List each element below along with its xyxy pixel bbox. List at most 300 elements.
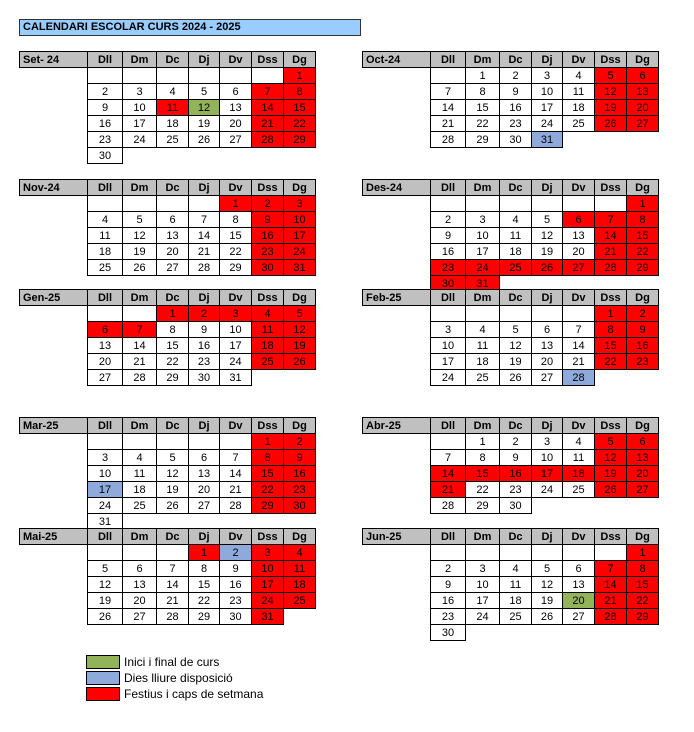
day-cell: 13 bbox=[220, 100, 252, 116]
day-cell: 16 bbox=[220, 577, 252, 593]
empty-slot bbox=[284, 370, 316, 386]
day-cell: 1 bbox=[466, 68, 500, 84]
weekday-header: Dll bbox=[431, 418, 466, 434]
day-cell: 7 bbox=[431, 84, 466, 100]
day-cell: 31 bbox=[252, 609, 284, 625]
weekday-header: Dm bbox=[466, 418, 500, 434]
week-row bbox=[363, 100, 659, 116]
day-cell: 30 bbox=[500, 498, 532, 514]
day-cell: 17 bbox=[88, 482, 123, 498]
row-spacer bbox=[20, 482, 88, 498]
day-cell: 5 bbox=[157, 450, 189, 466]
empty-slot bbox=[252, 148, 284, 164]
weekday-header: Dg bbox=[627, 180, 659, 196]
day-cell: 31 bbox=[466, 276, 500, 292]
day-cell: 28 bbox=[595, 260, 627, 276]
week-row bbox=[363, 132, 659, 148]
month-calendar bbox=[19, 289, 316, 386]
legend-swatch-holidays bbox=[86, 687, 120, 701]
day-cell: 15 bbox=[284, 100, 316, 116]
day-cell: 27 bbox=[532, 370, 563, 386]
week-row bbox=[20, 322, 316, 338]
weekday-header: Dll bbox=[88, 290, 123, 306]
day-cell: 26 bbox=[595, 482, 627, 498]
week-row bbox=[20, 434, 316, 450]
empty-day-cell bbox=[88, 545, 123, 561]
day-cell: 29 bbox=[189, 609, 220, 625]
day-cell: 20 bbox=[189, 482, 220, 498]
day-cell: 9 bbox=[431, 228, 466, 244]
week-row bbox=[20, 354, 316, 370]
weekday-header: Dll bbox=[88, 418, 123, 434]
month-calendar bbox=[362, 417, 659, 514]
day-cell: 16 bbox=[500, 100, 532, 116]
row-spacer bbox=[20, 68, 88, 84]
day-cell: 28 bbox=[595, 609, 627, 625]
day-cell: 29 bbox=[627, 609, 659, 625]
week-row bbox=[363, 434, 659, 450]
day-cell: 3 bbox=[252, 545, 284, 561]
legend-swatch-free-days bbox=[86, 671, 120, 685]
empty-day-cell bbox=[88, 68, 123, 84]
day-cell: 13 bbox=[563, 228, 595, 244]
row-spacer bbox=[363, 338, 431, 354]
day-cell: 17 bbox=[532, 100, 563, 116]
day-cell: 13 bbox=[532, 338, 563, 354]
day-cell: 21 bbox=[595, 244, 627, 260]
empty-day-cell bbox=[123, 68, 157, 84]
day-cell: 2 bbox=[500, 68, 532, 84]
week-row bbox=[20, 212, 316, 228]
day-cell: 20 bbox=[627, 100, 659, 116]
day-cell: 30 bbox=[189, 370, 220, 386]
day-cell: 26 bbox=[189, 132, 220, 148]
day-cell: 7 bbox=[220, 450, 252, 466]
weekday-header: Dm bbox=[123, 52, 157, 68]
empty-day-cell bbox=[500, 306, 532, 322]
week-row bbox=[363, 196, 659, 212]
empty-day-cell bbox=[252, 68, 284, 84]
empty-slot bbox=[466, 625, 500, 641]
day-cell: 29 bbox=[466, 498, 500, 514]
row-spacer bbox=[20, 322, 88, 338]
week-row bbox=[363, 306, 659, 322]
day-cell: 7 bbox=[563, 322, 595, 338]
day-cell: 26 bbox=[88, 609, 123, 625]
day-cell: 17 bbox=[284, 228, 316, 244]
day-cell: 21 bbox=[563, 354, 595, 370]
day-cell: 2 bbox=[431, 212, 466, 228]
week-row bbox=[20, 196, 316, 212]
day-cell: 16 bbox=[284, 466, 316, 482]
day-cell: 2 bbox=[627, 306, 659, 322]
day-cell: 22 bbox=[627, 244, 659, 260]
day-cell: 30 bbox=[431, 625, 466, 641]
day-cell: 13 bbox=[627, 84, 659, 100]
empty-day-cell bbox=[595, 545, 627, 561]
weekday-header: Dss bbox=[252, 418, 284, 434]
day-cell: 5 bbox=[532, 212, 563, 228]
day-cell: 13 bbox=[563, 577, 595, 593]
row-spacer bbox=[363, 100, 431, 116]
day-cell: 4 bbox=[88, 212, 123, 228]
row-spacer bbox=[363, 228, 431, 244]
row-spacer bbox=[20, 498, 88, 514]
empty-slot bbox=[284, 609, 316, 625]
day-cell: 22 bbox=[157, 354, 189, 370]
day-cell: 11 bbox=[88, 228, 123, 244]
weekday-header: Dc bbox=[500, 290, 532, 306]
week-row bbox=[20, 306, 316, 322]
row-spacer bbox=[20, 450, 88, 466]
day-cell: 4 bbox=[563, 68, 595, 84]
day-cell: 29 bbox=[466, 132, 500, 148]
week-row bbox=[20, 116, 316, 132]
week-row bbox=[363, 625, 659, 641]
weekday-header: Dg bbox=[284, 418, 316, 434]
day-cell: 25 bbox=[88, 260, 123, 276]
day-cell: 9 bbox=[500, 84, 532, 100]
day-cell: 7 bbox=[431, 450, 466, 466]
day-cell: 10 bbox=[431, 338, 466, 354]
legend-label-start-end: Inici i final de curs bbox=[124, 655, 220, 669]
day-cell: 24 bbox=[284, 244, 316, 260]
week-row bbox=[20, 260, 316, 276]
empty-day-cell bbox=[532, 196, 563, 212]
day-cell: 1 bbox=[220, 196, 252, 212]
day-cell: 22 bbox=[466, 116, 500, 132]
day-cell: 28 bbox=[220, 498, 252, 514]
weekday-header: Dj bbox=[532, 290, 563, 306]
day-cell: 14 bbox=[595, 577, 627, 593]
day-cell: 22 bbox=[595, 354, 627, 370]
weekday-header: Dc bbox=[500, 529, 532, 545]
empty-slot bbox=[627, 625, 659, 641]
day-cell: 16 bbox=[627, 338, 659, 354]
empty-day-cell bbox=[123, 196, 157, 212]
row-spacer bbox=[20, 545, 88, 561]
empty-slot bbox=[627, 498, 659, 514]
row-spacer bbox=[363, 322, 431, 338]
weekday-header: Dc bbox=[157, 52, 189, 68]
empty-slot bbox=[595, 132, 627, 148]
empty-day-cell bbox=[466, 196, 500, 212]
row-spacer bbox=[20, 196, 88, 212]
week-row bbox=[20, 450, 316, 466]
empty-slot bbox=[563, 498, 595, 514]
day-cell: 20 bbox=[532, 354, 563, 370]
day-cell: 19 bbox=[595, 466, 627, 482]
day-cell: 19 bbox=[88, 593, 123, 609]
month-name: Nov-24 bbox=[20, 180, 88, 196]
weekday-header: Dv bbox=[220, 52, 252, 68]
empty-slot bbox=[532, 498, 563, 514]
weekday-header: Dm bbox=[123, 529, 157, 545]
day-cell: 16 bbox=[500, 466, 532, 482]
day-cell: 29 bbox=[284, 132, 316, 148]
weekday-header: Dv bbox=[563, 52, 595, 68]
week-row bbox=[20, 609, 316, 625]
day-cell: 2 bbox=[252, 196, 284, 212]
day-cell: 9 bbox=[284, 450, 316, 466]
day-cell: 14 bbox=[189, 228, 220, 244]
empty-day-cell bbox=[431, 196, 466, 212]
weekday-header: Dj bbox=[189, 529, 220, 545]
day-cell: 4 bbox=[157, 84, 189, 100]
day-cell: 8 bbox=[466, 450, 500, 466]
day-cell: 12 bbox=[532, 228, 563, 244]
row-spacer bbox=[363, 498, 431, 514]
day-cell: 30 bbox=[88, 148, 123, 164]
weekday-header: Dss bbox=[252, 290, 284, 306]
day-cell: 25 bbox=[123, 498, 157, 514]
legend-label-holidays: Festius i caps de setmana bbox=[124, 687, 264, 701]
month-calendar bbox=[362, 289, 659, 386]
day-cell: 17 bbox=[532, 466, 563, 482]
day-cell: 4 bbox=[123, 450, 157, 466]
day-cell: 14 bbox=[431, 466, 466, 482]
day-cell: 28 bbox=[252, 132, 284, 148]
day-cell: 25 bbox=[466, 370, 500, 386]
day-cell: 30 bbox=[500, 132, 532, 148]
weekday-header: Dv bbox=[563, 529, 595, 545]
day-cell: 8 bbox=[157, 322, 189, 338]
day-cell: 1 bbox=[595, 306, 627, 322]
row-spacer bbox=[363, 625, 431, 641]
row-spacer bbox=[20, 354, 88, 370]
empty-slot bbox=[532, 625, 563, 641]
empty-day-cell bbox=[563, 545, 595, 561]
day-cell: 17 bbox=[220, 338, 252, 354]
day-cell: 20 bbox=[563, 593, 595, 609]
day-cell: 23 bbox=[500, 482, 532, 498]
empty-day-cell bbox=[88, 306, 123, 322]
weekday-header: Dc bbox=[157, 418, 189, 434]
day-cell: 7 bbox=[595, 561, 627, 577]
day-cell: 12 bbox=[284, 322, 316, 338]
weekday-header: Dv bbox=[220, 290, 252, 306]
weekday-header: Dv bbox=[563, 180, 595, 196]
empty-slot bbox=[595, 498, 627, 514]
weekday-header: Dss bbox=[595, 529, 627, 545]
day-cell: 10 bbox=[88, 466, 123, 482]
day-cell: 8 bbox=[627, 561, 659, 577]
day-cell: 12 bbox=[123, 228, 157, 244]
day-cell: 9 bbox=[500, 450, 532, 466]
day-cell: 30 bbox=[220, 609, 252, 625]
day-cell: 3 bbox=[88, 450, 123, 466]
weekday-header: Dj bbox=[189, 290, 220, 306]
row-spacer bbox=[363, 450, 431, 466]
day-cell: 11 bbox=[563, 84, 595, 100]
day-cell: 17 bbox=[252, 577, 284, 593]
week-row bbox=[363, 482, 659, 498]
row-spacer bbox=[363, 609, 431, 625]
day-cell: 15 bbox=[466, 100, 500, 116]
day-cell: 19 bbox=[595, 100, 627, 116]
month-name: Feb-25 bbox=[363, 290, 431, 306]
empty-slot bbox=[627, 132, 659, 148]
weekday-header: Dg bbox=[627, 418, 659, 434]
day-cell: 30 bbox=[431, 276, 466, 292]
day-cell: 29 bbox=[157, 370, 189, 386]
day-cell: 6 bbox=[627, 68, 659, 84]
day-cell: 1 bbox=[252, 434, 284, 450]
day-cell: 10 bbox=[252, 561, 284, 577]
day-cell: 3 bbox=[284, 196, 316, 212]
row-spacer bbox=[20, 116, 88, 132]
day-cell: 27 bbox=[220, 132, 252, 148]
day-cell: 21 bbox=[189, 244, 220, 260]
day-cell: 12 bbox=[595, 450, 627, 466]
row-spacer bbox=[363, 260, 431, 276]
day-cell: 24 bbox=[532, 482, 563, 498]
empty-day-cell bbox=[123, 306, 157, 322]
weekday-header: Dj bbox=[189, 52, 220, 68]
empty-day-cell bbox=[431, 306, 466, 322]
row-spacer bbox=[20, 132, 88, 148]
day-cell: 6 bbox=[189, 450, 220, 466]
month-name: Abr-25 bbox=[363, 418, 431, 434]
day-cell: 21 bbox=[595, 593, 627, 609]
weekday-header: Dj bbox=[189, 418, 220, 434]
day-cell: 8 bbox=[627, 212, 659, 228]
day-cell: 9 bbox=[220, 561, 252, 577]
day-cell: 20 bbox=[627, 466, 659, 482]
week-row bbox=[20, 577, 316, 593]
day-cell: 9 bbox=[627, 322, 659, 338]
day-cell: 8 bbox=[189, 561, 220, 577]
week-row bbox=[363, 84, 659, 100]
weekday-header: Dc bbox=[157, 180, 189, 196]
week-row bbox=[363, 498, 659, 514]
day-cell: 31 bbox=[532, 132, 563, 148]
day-cell: 9 bbox=[252, 212, 284, 228]
row-spacer bbox=[363, 306, 431, 322]
empty-slot bbox=[157, 148, 189, 164]
day-cell: 7 bbox=[595, 212, 627, 228]
weekday-header: Dll bbox=[431, 180, 466, 196]
weekday-header: Dss bbox=[252, 180, 284, 196]
day-cell: 2 bbox=[220, 545, 252, 561]
day-cell: 22 bbox=[252, 482, 284, 498]
day-cell: 19 bbox=[189, 116, 220, 132]
day-cell: 1 bbox=[284, 68, 316, 84]
weekday-header: Dg bbox=[627, 529, 659, 545]
weekday-header: Dg bbox=[284, 180, 316, 196]
day-cell: 15 bbox=[252, 466, 284, 482]
week-row bbox=[20, 84, 316, 100]
day-cell: 4 bbox=[563, 434, 595, 450]
day-cell: 18 bbox=[88, 244, 123, 260]
day-cell: 20 bbox=[88, 354, 123, 370]
weekday-header: Dll bbox=[431, 52, 466, 68]
row-spacer bbox=[20, 561, 88, 577]
day-cell: 15 bbox=[595, 338, 627, 354]
empty-day-cell bbox=[189, 196, 220, 212]
row-spacer bbox=[20, 244, 88, 260]
empty-day-cell bbox=[88, 196, 123, 212]
empty-slot bbox=[123, 148, 157, 164]
month-calendar bbox=[362, 528, 659, 641]
week-row bbox=[20, 228, 316, 244]
week-row bbox=[20, 244, 316, 260]
day-cell: 3 bbox=[220, 306, 252, 322]
empty-day-cell bbox=[220, 434, 252, 450]
day-cell: 21 bbox=[252, 116, 284, 132]
row-spacer bbox=[363, 116, 431, 132]
day-cell: 26 bbox=[532, 609, 563, 625]
day-cell: 27 bbox=[563, 609, 595, 625]
month-calendar bbox=[19, 51, 316, 164]
day-cell: 18 bbox=[500, 593, 532, 609]
weekday-header: Dll bbox=[431, 290, 466, 306]
day-cell: 11 bbox=[157, 100, 189, 116]
day-cell: 28 bbox=[123, 370, 157, 386]
day-cell: 8 bbox=[466, 84, 500, 100]
day-cell: 25 bbox=[284, 593, 316, 609]
day-cell: 7 bbox=[123, 322, 157, 338]
weekday-header: Dm bbox=[466, 180, 500, 196]
day-cell: 6 bbox=[627, 434, 659, 450]
day-cell: 12 bbox=[595, 84, 627, 100]
day-cell: 19 bbox=[284, 338, 316, 354]
day-cell: 14 bbox=[595, 228, 627, 244]
day-cell: 5 bbox=[595, 434, 627, 450]
weekday-header: Dc bbox=[157, 290, 189, 306]
day-cell: 15 bbox=[627, 228, 659, 244]
day-cell: 19 bbox=[532, 244, 563, 260]
day-cell: 24 bbox=[466, 609, 500, 625]
day-cell: 3 bbox=[466, 561, 500, 577]
empty-day-cell bbox=[563, 306, 595, 322]
day-cell: 5 bbox=[532, 561, 563, 577]
weekday-header: Dll bbox=[88, 52, 123, 68]
day-cell: 16 bbox=[189, 338, 220, 354]
weekday-header: Dll bbox=[88, 180, 123, 196]
weekday-header: Dss bbox=[595, 180, 627, 196]
day-cell: 24 bbox=[466, 260, 500, 276]
row-spacer bbox=[20, 338, 88, 354]
week-row bbox=[20, 100, 316, 116]
day-cell: 5 bbox=[189, 84, 220, 100]
row-spacer bbox=[363, 434, 431, 450]
day-cell: 26 bbox=[500, 370, 532, 386]
day-cell: 23 bbox=[220, 593, 252, 609]
day-cell: 29 bbox=[627, 260, 659, 276]
week-row bbox=[363, 609, 659, 625]
day-cell: 11 bbox=[500, 577, 532, 593]
week-row bbox=[363, 116, 659, 132]
day-cell: 6 bbox=[123, 561, 157, 577]
day-cell: 14 bbox=[563, 338, 595, 354]
day-cell: 10 bbox=[466, 228, 500, 244]
day-cell: 6 bbox=[563, 561, 595, 577]
row-spacer bbox=[20, 100, 88, 116]
row-spacer bbox=[363, 212, 431, 228]
day-cell: 28 bbox=[563, 370, 595, 386]
day-cell: 18 bbox=[466, 354, 500, 370]
day-cell: 3 bbox=[532, 434, 563, 450]
day-cell: 15 bbox=[466, 466, 500, 482]
day-cell: 20 bbox=[220, 116, 252, 132]
month-name: Jun-25 bbox=[363, 529, 431, 545]
weekday-header: Dm bbox=[123, 418, 157, 434]
day-cell: 1 bbox=[627, 196, 659, 212]
day-cell: 17 bbox=[431, 354, 466, 370]
day-cell: 18 bbox=[500, 244, 532, 260]
day-cell: 6 bbox=[220, 84, 252, 100]
